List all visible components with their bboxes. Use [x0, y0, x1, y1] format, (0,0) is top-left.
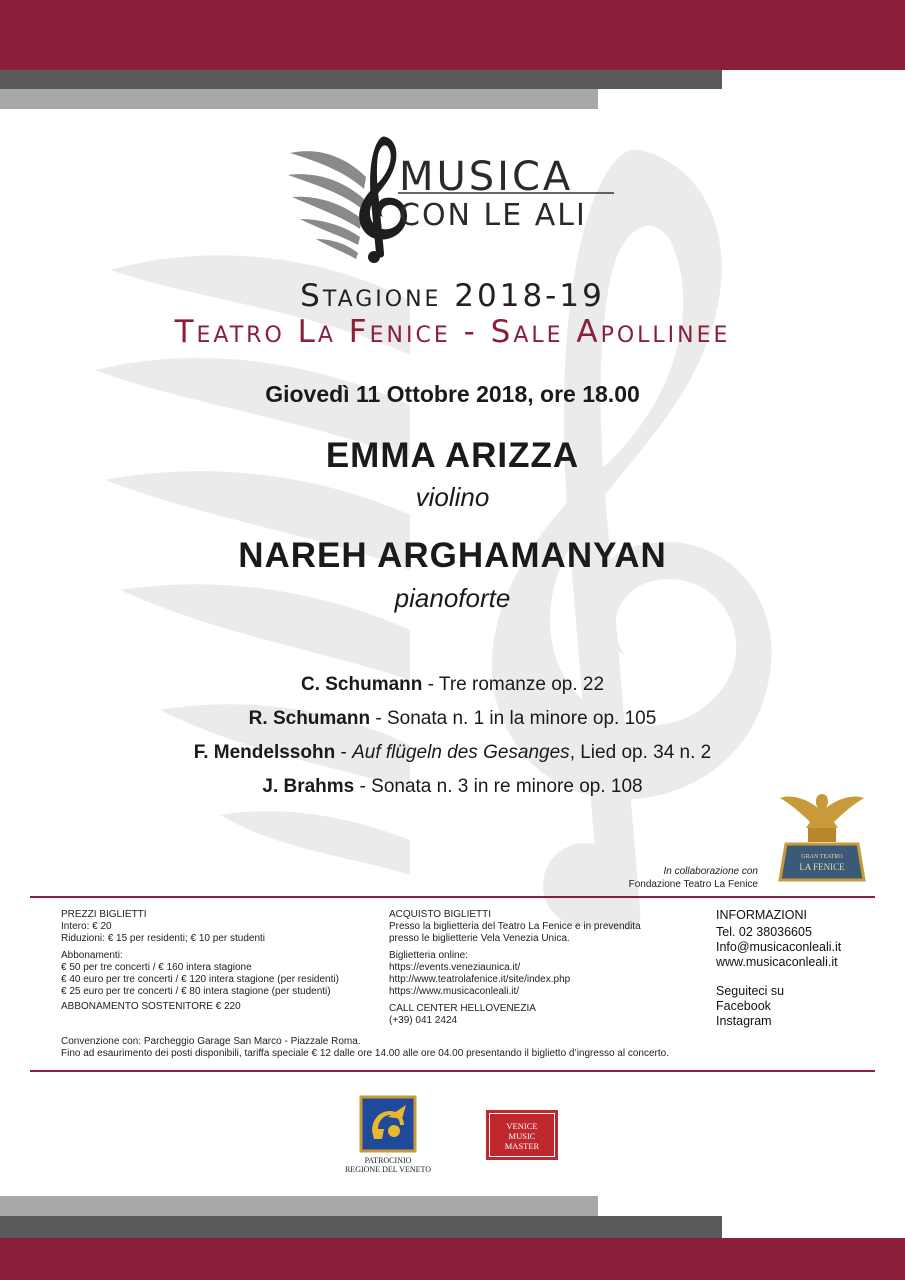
top-light-stripe [0, 89, 598, 109]
performer-name-1: EMMA ARIZZA [325, 436, 580, 475]
convention-line-1: Convenzione con: Parcheggio Garage San Marco - Piazzale Roma. [61, 1036, 361, 1047]
program-item-1: C. Schumann - Tre romanze op. 22 [300, 674, 605, 695]
purchase-title: ACQUISTO BIGLIETTI [389, 909, 492, 920]
prices-section [61, 909, 381, 1013]
program-composer: R. Schumann [248, 708, 371, 729]
bottom-band [0, 1238, 905, 1280]
vmm-line-1: VENICE [506, 1121, 538, 1131]
online-title: Biglietteria online: [389, 950, 468, 961]
info-email[interactable]: Info@musicaconleali.it [716, 940, 842, 954]
top-band [0, 0, 905, 70]
program-work: Sonata n. 3 in re minore op. 108 [371, 776, 643, 797]
performer-instrument-1: violino [415, 482, 490, 512]
logo-text-con-le-ali: CON LE ALI [399, 198, 587, 233]
program-item-4: J. Brahms - Sonata n. 3 in re minore op. 108 [262, 776, 643, 797]
prices-full: Intero: € 20 [61, 921, 112, 932]
venue-heading: Teatro La Fenice - Sale Apollinee [174, 314, 731, 350]
la-fenice-emblem [778, 788, 866, 888]
program-work-detail: , Lied op. 34 n. 2 [569, 742, 712, 763]
top-dark-stripe [0, 70, 722, 89]
online-url-teatrolafenice[interactable]: http://www.teatrolafenice.it/site/index.php [389, 974, 571, 985]
subscription-1: € 50 per tre concerti / € 160 intera stagione [61, 962, 252, 973]
info-section [716, 908, 886, 1029]
patronage-line-2: REGIONE DEL VENETO [344, 1165, 432, 1174]
info-title: INFORMAZIONI [716, 908, 807, 922]
program-work: Tre romanze op. 22 [438, 674, 605, 695]
emblem-text-2: LA FENICE [799, 862, 845, 872]
convention-line-2: Fino ad esaurimento dei posti disponibili, tariffa speciale € 12 dalle ore 14.00 alle ore 04.00 presentando il biglietto d’ingresso al concerto. [61, 1048, 669, 1059]
program-composer: J. Brahms [262, 776, 355, 797]
follow-label: Seguiteci su [716, 984, 785, 998]
performer-name-2: NAREH ARGHAMANYAN [238, 536, 667, 575]
program-work-title: Auf flügeln des Gesanges [352, 742, 570, 763]
performer-instrument-2: pianoforte [394, 583, 511, 613]
info-website[interactable]: www.musicaconleali.it [716, 955, 838, 969]
divider-top [30, 896, 875, 898]
call-center-phone: (+39) 041 2424 [389, 1015, 458, 1026]
subscription-2: € 40 euro per tre concerti / € 120 intera stagione (per residenti) [61, 974, 339, 985]
program-composer: F. Mendelssohn [193, 742, 336, 763]
subscription-3: € 25 euro per tre concerti / € 80 intera stagione (per studenti) [61, 986, 331, 997]
purchase-line-1: Presso la biglietteria del Teatro La Fenice e in prevendita [389, 921, 641, 932]
online-url-musicaconleali[interactable]: https://www.musicaconleali.it/ [389, 986, 520, 997]
supporter-subscription: ABBONAMENTO SOSTENITORE € 220 [61, 1001, 241, 1012]
prices-title: PREZZI BIGLIETTI [61, 909, 147, 920]
instagram-link[interactable]: Instagram [716, 1014, 772, 1028]
program-composer: C. Schumann [300, 674, 423, 695]
patronage-text [328, 1156, 448, 1174]
logo-text-musica: MUSICA [399, 154, 574, 200]
call-center-title: CALL CENTER HELLOVENEZIA [389, 1003, 536, 1014]
collaboration-label: In collaborazione con [663, 866, 758, 877]
subscriptions-title: Abbonamenti: [61, 950, 123, 961]
info-phone: Tel. 02 38036605 [716, 925, 812, 939]
purchase-line-2: presso le biglietterie Vela Venezia Unica. [389, 933, 570, 944]
concert-date: Giovedì 11 Ottobre 2018, ore 18.00 [265, 381, 640, 407]
divider-bottom [30, 1070, 875, 1072]
emblem-text-1: GRAN TEATRO [801, 854, 843, 860]
collaboration-partner: Fondazione Teatro La Fenice [628, 879, 758, 890]
program-work: Sonata n. 1 in la minore op. 105 [386, 708, 657, 729]
convention-section [61, 1036, 669, 1060]
program-item-2: R. Schumann - Sonata n. 1 in la minore op. 105 [248, 708, 657, 729]
bottom-light-stripe [0, 1196, 598, 1216]
purchase-section [389, 909, 699, 1027]
vmm-line-2: MUSIC [508, 1131, 536, 1141]
venice-music-master-logo [486, 1110, 558, 1160]
bottom-dark-stripe [0, 1216, 722, 1238]
facebook-link[interactable]: Facebook [716, 999, 771, 1013]
online-url-veneziaunica[interactable]: https://events.veneziaunica.it/ [389, 962, 521, 973]
season-heading: Stagione 2018-19 [300, 278, 605, 314]
patronage-line-1: PATROCINIO [364, 1156, 412, 1165]
regione-veneto-lion-icon [358, 1095, 418, 1153]
vmm-line-3: MASTER [504, 1141, 540, 1151]
program-item-3: F. Mendelssohn - Auf flügeln des Gesanges, Lied op. 34 n. 2 [193, 742, 712, 763]
prices-reduced: Riduzioni: € 15 per residenti; € 10 per studenti [61, 933, 266, 944]
